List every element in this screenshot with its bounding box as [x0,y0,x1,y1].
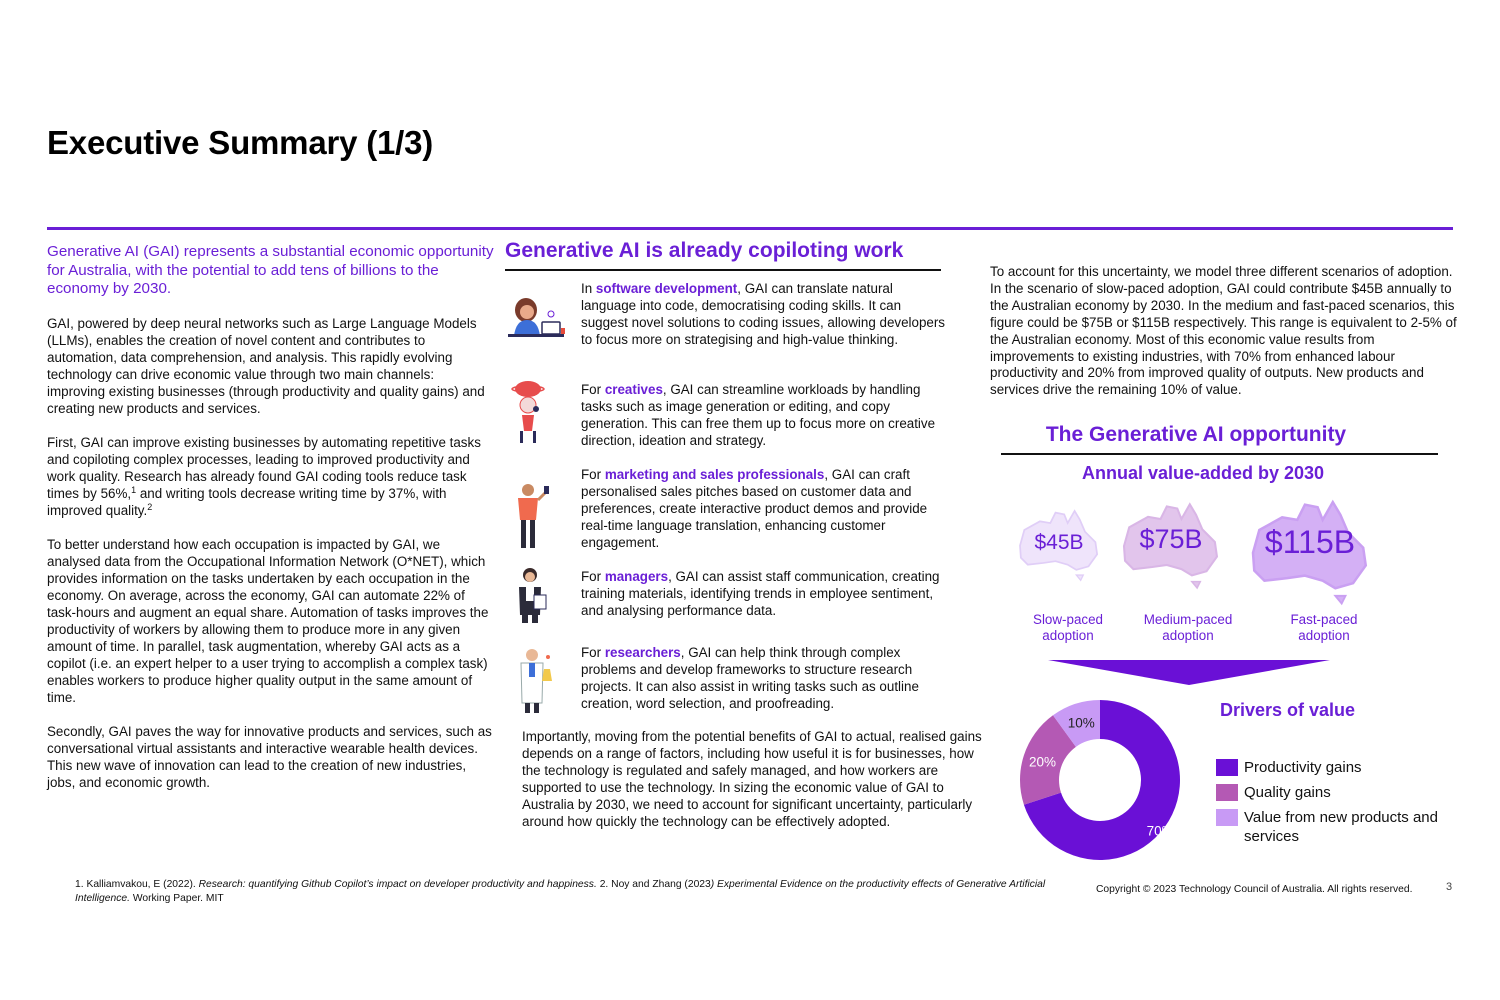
page-number: 3 [1446,881,1453,893]
footnote-ref: 1 [131,484,137,495]
role-description: , GAI can assist staff communication, creating training materials, identifying trends in employee sentiment, and analysing performance data. [581,569,940,618]
opportunity-divider [1001,453,1438,455]
scenario-label-slow: Slow-paced adoption [1033,612,1103,643]
role-prefix: For [581,467,605,482]
role-managers [581,569,951,620]
footnote-text: 1. Kalliamvakou, E (2022). [75,879,199,890]
opportunity-title: The Generative AI opportunity [1045,423,1347,446]
role-researchers [581,645,951,713]
creative-illustration-icon [506,375,566,447]
role-name: managers [604,569,669,584]
legend-item-new-products [1216,808,1456,846]
australia-map-fast [1245,492,1375,606]
slice-label-productivity: 70% [1146,823,1174,839]
legend-item-productivity [1216,758,1456,777]
footnote-title: ) Experimental Evidence on the productivity effects of Generative Artificial Intelligence. [75,879,1046,904]
legend-label: Value from new products and services [1244,809,1438,845]
scenario-value-medium: $75B [1139,524,1203,554]
role-marketing-sales [581,467,951,552]
section-divider [505,269,941,271]
role-name: creatives [604,382,663,397]
paragraph-gai-overview: GAI, powered by deep neural networks such as Large Language Models (LLMs), enables the creation of novel content and contributes to automation, data comprehension, and analysis. This rapidly evolving technology can drive economic value through two main channels: improving existing businesses (through productivity and quality gains) and creating new products and services. [47,315,485,416]
drivers-legend [1216,758,1456,852]
drivers-title: Drivers of value [1220,700,1356,720]
paragraph-existing-businesses [47,434,495,519]
paragraph-new-products: Secondly, GAI paves the way for innovative products and services, such as conversational virtual assistants and interactive wearable health devices. This new wave of innovation can lead to the creation of new industries, jobs, and economic growth. [47,723,492,790]
role-software-development [581,281,951,349]
role-description: , GAI can streamline workloads by handling tasks such as image generation or editing, and copy generation. This can free them up to focus more on creative direction, ideation and strategy. [581,382,936,448]
scenario-label-medium: Medium-paced adoption [1143,612,1233,643]
copiloting-section-title: Generative AI is already copiloting work [505,239,904,262]
legend-label: Quality gains [1244,784,1331,801]
role-prefix: For [581,569,605,584]
role-creatives [581,382,951,450]
researcher-illustration-icon [506,645,566,717]
paragraph-scenarios: To account for this uncertainty, we model three different scenarios of adoption. In the scenario of slow-paced adoption, GAI could contribute $45B annually to the Australian economy by 2030. In the medium and fast-paced scenarios, this figure could be $75B or $115B respectively. This range is equivalent to 2-5% of the Australian economy. Most of this economic value results from improvements to existing industries, with 70% from enhanced labour productivity and 20% from improved quality of outputs. New products and services drive the remaining 10% of value. [990,264,1457,398]
salesperson-illustration-icon [506,480,566,552]
australia-map-slow [1014,504,1104,582]
paragraph-text: First, GAI can improve existing businesses by automating repetitive tasks and copiloting complex processes, leading to improved productivity and work quality. Research has already found GAI coding tools reduce task times by 56%, [47,434,481,501]
manager-illustration-icon [506,565,566,637]
footnote-text: Working Paper. MIT [129,893,224,904]
paragraph-importantly: Importantly, moving from the potential benefits of GAI to actual, realised gains depends on a range of factors, including how useful it is for businesses, how the technology is regulated and safely managed, and how workers are supported to use the technology. In sizing the economic value of GAI to Australia by 2030, we need to account for significant uncertainty, particularly around how quickly the technology can be effectively adopted. [522,729,982,829]
legend-label: Productivity gains [1244,759,1362,776]
slice-label-quality: 20% [1028,754,1056,770]
role-name: software development [595,281,738,296]
legend-swatch [1216,759,1238,776]
page-title: Executive Summary (1/3) [47,124,434,161]
slice-label-new-products: 10% [1067,715,1095,731]
funnel-arrow-icon [1048,660,1330,686]
australia-map-medium [1116,496,1226,590]
role-description: , GAI can help think through complex problems and develop frameworks to structure research projects. It can also assist in writing tasks such as outline creation, word selection, and proofreading. [581,645,919,711]
role-name: marketing and sales professionals [604,467,825,482]
footnote-text: 2. Noy and Zhang (2023 [596,879,711,890]
left-column [47,243,495,808]
paragraph-text: and writing tools decrease writing time by 37%, with improved quality. [47,485,447,518]
role-prefix: For [581,645,605,660]
lead-paragraph: Generative AI (GAI) represents a substantial economic opportunity for Australia, with the potential to add tens of billions to the economy by 2030. [47,243,494,298]
copyright-notice: Copyright © 2023 Technology Council of Australia. All rights reserved. [1096,884,1413,895]
role-prefix: In [581,281,596,296]
annual-value-title: Annual value-added by 2030 [1081,463,1325,483]
developer-illustration-icon [506,290,566,362]
legend-item-quality [1216,783,1456,802]
legend-swatch [1216,809,1238,826]
title-divider [47,227,1453,230]
role-prefix: For [581,382,605,397]
footnote-ref: 2 [147,501,153,512]
role-description: , GAI can translate natural language into code, democratising coding skills. It can suggest novel solutions to coding issues, allowing developers to focus more on strategising and high-value thinking. [581,281,945,347]
scenario-label-fast: Fast-paced adoption [1290,612,1358,643]
drivers-donut-chart [1017,697,1183,863]
role-description: , GAI can craft personalised sales pitches based on customer data and preferences, create interactive product demos and provide real-time language translation, enhancing customer engagement. [581,467,928,550]
paragraph-onet-analysis: To better understand how each occupation is impacted by GAI, we analysed data from the Occupational Information Network (O*NET), which provides information on the tasks undertaken by each occupation in the economy. On average, across the economy, GAI can automate 22% of task-hours and augment an equal share. Automation of tasks improves the productivity of workers by allowing them to produce more in any given amount of time. In parallel, task augmentation, whereby GAI acts as a copilot (i.e. an expert helper to a user trying to accomplish a complex task) enables workers to produce higher quality output in the same amount of time. [47,536,489,705]
footnote-title: Research: quantifying Github Copilot’s impact on developer productivity and happiness. [198,879,597,890]
scenario-value-slow: $45B [1034,531,1084,554]
scenario-value-fast: $115B [1264,524,1356,560]
footnotes [75,878,1055,906]
legend-swatch [1216,784,1238,801]
role-name: researchers [604,645,681,660]
